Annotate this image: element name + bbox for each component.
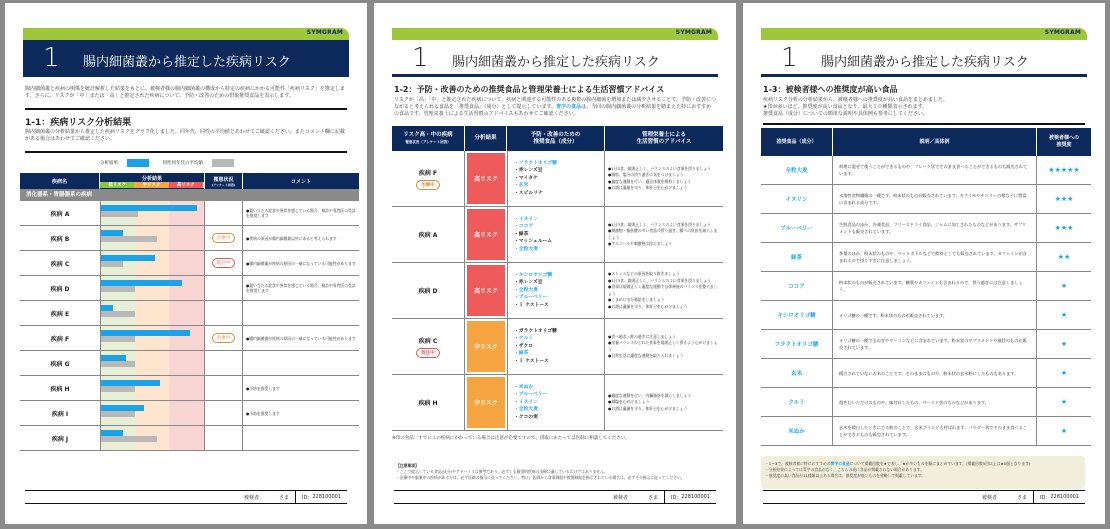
star-rating: ★	[1060, 427, 1068, 435]
chapter-title: 腸内細菌叢から推定した疾病リスク	[83, 55, 291, 70]
advice-item: ●食事は規則正しく適度な運動で自律神経のバランスを整えましょう	[608, 284, 718, 296]
caution-1: ・ここで提示している食品(成分)やアドバイスは参考であり、必ずしも個別的疾病の治療に適しているわけではありません。	[396, 469, 608, 474]
food-desc: 茶葉のほか、粉末状のものや、ペットボトルなどで飲料としても販売されています。カフェインが含まれるので摂りすぎに注意しましょう。	[833, 243, 1037, 271]
food-name: 玄米	[761, 359, 833, 387]
average-bar	[101, 261, 123, 267]
table-row	[392, 375, 723, 431]
table-row	[20, 301, 359, 326]
food-item: ・全粒大麦	[514, 246, 538, 252]
col-advice-label: 管理栄養士による	[641, 131, 686, 138]
table-row	[20, 251, 359, 276]
desc-3: 推奨食品（成分）についての簡単な説明や具体例も参考にしてください。	[763, 111, 928, 117]
food-desc: オリゴ糖の一種で玉ねぎやヤーコンなどに含まれています。粉末状のサプリメントや液状のものが販売されています。	[833, 330, 1037, 358]
table-row	[20, 351, 359, 376]
comment-cell	[243, 426, 359, 450]
disease-name: 疾病 F	[418, 169, 438, 177]
col-advice-label2: 生活習慣のアドバイス	[636, 138, 692, 145]
advice-item: ●適度な運動を行い、内臓脂肪を減らしましょう	[608, 392, 692, 398]
advice-item: ●1日3食、規則正しく、バランスのよい食事を摂りましょう	[608, 165, 711, 171]
col-rating-label2: 推奨度	[1056, 142, 1072, 148]
food-item: ・玄米	[514, 183, 529, 189]
col-status	[205, 173, 243, 189]
disease-name: 疾病 G	[50, 360, 70, 368]
risk-level: 高リスク	[467, 153, 505, 204]
food-desc: オリゴ糖の一種です。粉末状のものが販売されています。	[833, 301, 1037, 329]
food-name: ココア	[761, 272, 833, 300]
caution-2: ・治療中や服薬中の疾病がある方は、必ず医師の指示に従ってください。特に、医師から食事制限や飲酒制限を指示されている場合は、必ずその指示に従ってください。	[396, 475, 685, 480]
food-item: ・緑茶	[514, 231, 529, 237]
food-name: ブルーベリー	[761, 214, 833, 242]
average-bar	[101, 361, 135, 367]
desc-a: リスクが「高」「中」と推定された疾病について、疾病と関連する可能性のある複数の腸内細菌を増加または減少させることで、予防・改善につながると考えられる食品を「推奨食品」（成分）として提示しています。	[394, 97, 717, 110]
average-bar	[101, 436, 157, 442]
food-item: ・クルミ	[514, 336, 534, 342]
food-item: ・マッシュルーム	[514, 239, 553, 245]
status-cell	[205, 351, 243, 375]
average-bar	[101, 236, 157, 242]
notes-box	[761, 456, 1085, 489]
subject-id	[295, 491, 347, 503]
col-status-label: 罹患状況	[213, 176, 234, 183]
risk-table	[20, 173, 359, 451]
star-rating: ★★★★★	[1048, 166, 1080, 174]
id-value: 228100001	[681, 494, 710, 500]
food-item: ・赤レンズ豆	[514, 280, 543, 286]
food-item: ・緑茶	[514, 351, 529, 357]
band-mid: 中リスク	[134, 182, 168, 188]
food-item: ・マイタケ	[514, 175, 538, 181]
col-rating	[1037, 128, 1091, 156]
advice-item: ●アルコールや刺激物は控えましょう	[608, 241, 672, 246]
star-rating: ★	[1060, 340, 1068, 348]
food-item: ・ガラクトオリゴ糖	[514, 328, 557, 334]
star-rating: ★	[1060, 311, 1068, 319]
advice-item: ●1日3食、規則正しく、バランスのよい食事を摂りましょう	[608, 277, 711, 283]
comment-cell: ●腸内細菌叢が疾病の原因の一端になっている可能性があります	[246, 335, 356, 341]
table-row	[761, 301, 1091, 330]
disease-name: 疾病 E	[50, 310, 70, 318]
star-rating: ★	[1060, 398, 1068, 406]
advice-item: ●減塩を心がけましょう	[608, 399, 650, 405]
food-list	[507, 319, 605, 374]
desc-highlight: 青字の食品	[556, 104, 582, 110]
star-rating: ★★★	[1054, 195, 1074, 203]
food-name: キシロオリゴ糖	[761, 301, 833, 329]
star-rating: ★	[1060, 369, 1068, 377]
food-item: ・米ぬか	[514, 384, 534, 390]
food-desc: 殻をむいただけのものや、味付けしたもの、ペースト状のものなどがあります。	[833, 388, 1037, 416]
advice-list	[605, 375, 723, 430]
disease-name: 疾病 A	[50, 210, 70, 218]
advice-item: ●お酒は適量を守り、休肝日を心がけましょう	[608, 185, 688, 190]
food-name: イヌリン	[761, 185, 833, 213]
risk-level: 中リスク	[467, 321, 505, 372]
legend-result-label: 分析結果：	[100, 161, 123, 166]
risk-bar-cell	[100, 201, 205, 225]
section-title: 1-2：予防・改善のための推奨食品と管理栄養士による生活習慣アドバイス	[394, 85, 665, 94]
food-desc: 粉末状のものが販売されています。糖質やカフェインも含まれるので、摂り過ぎには注意しましょう。	[833, 272, 1037, 300]
food-desc: 生鮮食品のほか、冷凍食品、フリーズドライ食品、ジャムに加工されたものなどがあります。サプリメントも販売されています。	[833, 214, 1037, 242]
col-food-label2: 推奨食品（成分）	[533, 138, 578, 145]
status-cell	[205, 251, 243, 275]
disease-name: 疾病 B	[50, 235, 70, 243]
desc-1: 疾病リスク分析の分析結果から、被検者様への推奨度が高い食品をまとめました。	[763, 97, 948, 103]
average-bar	[101, 411, 135, 417]
advice-list	[605, 151, 723, 206]
disease-name: 疾病 A	[418, 232, 438, 239]
food-item: ・ブルーベリー	[514, 295, 548, 301]
risk-level: 高リスク	[467, 265, 505, 316]
table-row	[20, 326, 359, 351]
honorific: さま	[1017, 494, 1028, 501]
table-row	[761, 359, 1091, 388]
header-band	[392, 28, 718, 40]
food-item: ・イヌリン	[514, 399, 538, 405]
risk-bar-cell	[100, 251, 205, 275]
table-row	[392, 263, 723, 319]
food-desc: 精白されていないお米のことです。そのままのものや、粉末状の玄米粉にしたものもあります。	[833, 359, 1037, 387]
table-row	[761, 214, 1091, 243]
subject-label: 被検者	[613, 494, 629, 501]
risk-bar-cell	[100, 401, 205, 425]
food-name: 米ぬか	[761, 417, 833, 445]
table-row	[20, 401, 359, 426]
id-value: 228100001	[312, 494, 341, 500]
food-list	[507, 375, 605, 430]
status-cell	[205, 301, 243, 325]
food-name: クルミ	[761, 388, 833, 416]
disease-name: 疾病 D	[418, 288, 438, 295]
risk-bar-cell	[100, 426, 205, 450]
comment-cell: ●疑い当たる症状や異常を感じている場合、検診や専門医の受診を推奨します	[246, 208, 356, 218]
report-page-3	[743, 3, 1105, 524]
col-disease-label: リスク高・中の疾病	[403, 131, 453, 138]
comment-cell: ●疾病の原因が腸内細菌叢以外にあると考えられます	[246, 235, 337, 241]
disease-name: 疾病 H	[50, 385, 70, 393]
food-item: ・全粒大麦	[514, 287, 538, 293]
status-cell	[205, 401, 243, 425]
id-label: ID：	[1040, 494, 1051, 501]
section-desc: 腸内細菌叢の分析結果から推定した疾病リスクをグラフ化しました。同年代、同性の平均値とあわせてご確認ください。またコメント欄に記載がある場合はあわせてご確認ください。	[25, 129, 345, 142]
table-row	[392, 207, 723, 263]
page-footer	[394, 490, 716, 504]
advice-list	[605, 207, 723, 262]
report-page-2	[374, 3, 736, 524]
chapter-number: 1	[43, 43, 60, 73]
comment-cell: ●予防を推奨します	[246, 385, 280, 391]
brand-logo: SYMGRAM	[1044, 29, 1081, 36]
food-item: ・ミ ケストース	[514, 358, 549, 364]
col-name: 疾病名	[20, 173, 100, 189]
status-badge: 治療中	[212, 333, 236, 343]
disease-cell	[392, 151, 465, 206]
legend-avg-label: 同性同年代の平均値：	[162, 161, 208, 166]
food-desc: 料理に混ぜて使うことができるものや、フレーク状でそのまま食べることができるものも販売されています。	[833, 156, 1037, 184]
col-food: 推奨食品（成分）	[761, 128, 833, 156]
section-title: 1-1：疾病リスク分析結果	[25, 118, 132, 128]
col-disease	[392, 126, 465, 151]
food-item: ・ココア	[514, 224, 534, 230]
subject-id	[664, 491, 716, 503]
average-bar	[101, 336, 135, 342]
section-title: 1-3：被検者様への推奨度が高い食品	[763, 85, 898, 94]
desc-b: は、今回の腸内細菌叢の分析結果を踏まえた特におすすめの食品です。管理栄養士による生活習慣のアドバイスもあわせてご確認ください。	[394, 104, 712, 117]
id-label: ID：	[302, 494, 313, 501]
desc-2: ★印が多いほど、推奨度が高い食品となり、最大１０種類表示されます。	[763, 104, 928, 110]
header-band	[761, 28, 1087, 40]
chapter-title: 腸内細菌叢から推定した疾病リスク	[452, 55, 660, 70]
status-badge: 既往中	[416, 348, 440, 358]
advice-item: ●1日3食、規則正しく、バランスのよい食事を摂りましょう	[608, 221, 711, 227]
disease-cell	[392, 207, 465, 262]
disease-name: 疾病 C	[418, 337, 438, 345]
food-desc: 玄米を精白したときにでる粉のことで、玄米ブランとも呼ばれます。パウダー状でそのまま食べることができるものも販売されています。	[833, 417, 1037, 445]
disease-name: 疾病 I	[51, 410, 69, 418]
status-badge: 既往中	[212, 258, 236, 268]
honorific: さま	[279, 494, 290, 501]
food-name: フラクトオリゴ糖	[761, 330, 833, 358]
advice-table-header	[392, 126, 723, 151]
table-row	[20, 426, 359, 451]
status-cell	[205, 326, 243, 350]
status-cell	[205, 376, 243, 400]
intro-text: 腸内細菌叢と疾病の関係を統計解析した結果をもとに、被検者様の腸内細菌叢の構成から特定の疾病にかかる可能性「疾病リスク」を推定します。さらに、リスクが「中」または「高」と推定された疾病について、予防・改善のための摂取推奨食品を表示します。	[25, 86, 345, 99]
col-disease-sub: 罹患状況（アンケート回答）	[405, 139, 451, 144]
id-label: ID：	[671, 494, 682, 501]
food-name: 緑茶	[761, 243, 833, 271]
advice-item: ●刺激物・脂肪酸の多い食品の摂り過ぎ、腸への負担を減らしましょう	[608, 228, 718, 240]
chapter-header	[392, 40, 718, 77]
comment-cell: ●腸内細菌叢が疾病の原因の一端になっている可能性があります	[246, 260, 356, 266]
status-cell	[205, 226, 243, 250]
divider	[25, 151, 347, 153]
disease-name: 疾病 H	[418, 400, 438, 407]
comment-cell	[243, 351, 359, 375]
band-high: 高リスク	[169, 182, 203, 188]
disease-name: 疾病 C	[50, 260, 70, 268]
col-comment: コメント	[290, 178, 311, 185]
status-badge: 治療中	[416, 180, 440, 190]
foods-note: ※印の食品：すでにこの疾病にかかっている場合は注意が必要ですので、摂取にあたっては医師に相談してください。	[392, 436, 630, 441]
note-highlight: 青字の食品	[830, 461, 850, 466]
caution-title: 【注意事項】	[396, 463, 419, 468]
food-list	[507, 263, 605, 318]
comment-cell	[243, 301, 359, 325]
disease-cell	[392, 319, 465, 374]
advice-table	[392, 126, 723, 431]
star-rating: ★★	[1057, 253, 1071, 261]
food-name: 全粒大麦	[761, 156, 833, 184]
chapter-header	[761, 40, 1087, 77]
risk-bar-cell	[100, 301, 205, 325]
risk-bar-cell	[100, 276, 205, 300]
chapter-number: 1	[781, 43, 798, 73]
disease-name: 疾病 D	[50, 285, 70, 293]
risk-bar-cell	[100, 351, 205, 375]
food-item: ・キシロオリゴ糖	[514, 272, 553, 278]
risk-bar-cell	[100, 376, 205, 400]
food-list	[507, 207, 605, 262]
note-1b: について掲載回数を★で表し、★が多いものを順にまとめています。(掲載回数5回以上は★5個となります)	[849, 461, 1031, 466]
chapter-header	[23, 40, 349, 77]
col-food	[507, 126, 605, 151]
divider	[763, 123, 1085, 125]
advice-item: ●ストレスなどの原因を取り除きましょう	[608, 271, 680, 276]
legend-result-swatch	[127, 159, 149, 167]
risk-level: 中リスク	[467, 377, 505, 428]
advice-item: ●適度な運動を行い、適正体重を維持しましょう	[608, 178, 692, 184]
advice-item: ●脂肪、塩分の摂り過ぎに気をつけましょう	[608, 172, 684, 177]
advice-list	[605, 263, 723, 318]
advice-item: ●お酒は適量を守り、休肝日を心がけましょう	[608, 303, 688, 309]
col-result-label: 分析結果	[141, 175, 162, 182]
table-row	[761, 243, 1091, 272]
id-value: 228100001	[1050, 494, 1079, 500]
note-2: ・分析結果によっては青字の食品がなく、こちらの表に食品が掲載されない場合があります。	[765, 467, 925, 472]
col-food-label: 予防・改善のための	[530, 131, 581, 138]
food-item: ・イヌリン	[514, 216, 538, 222]
average-bar	[101, 311, 135, 317]
food-desc: 水溶性食物繊維の一種です。粉末状のものが販売されています。キクイモやチコリーの根などに豊富に含まれる成分です。	[833, 185, 1037, 213]
col-advice	[605, 126, 723, 151]
food-item: ・赤レンズ豆	[514, 168, 543, 174]
comment-cell: ●疑い当たる症状や異常を感じている場合、検診や専門医の受診を推奨します	[246, 283, 356, 293]
food-list	[507, 151, 605, 206]
table-row	[761, 388, 1091, 417]
advice-item: ●栄養バランスのとれた食事を規則正しく摂るよう心がけましょう	[608, 340, 718, 352]
advice-item: ●こまめに水分補給をしましょう	[608, 297, 665, 302]
caution-block	[396, 463, 685, 481]
table-row	[20, 201, 359, 226]
chapter-number: 1	[412, 43, 429, 73]
legend-avg-swatch	[212, 159, 234, 167]
disease-name: 疾病 J	[51, 435, 69, 443]
risk-bar-cell	[100, 226, 205, 250]
table-row	[20, 376, 359, 401]
subject-label: 被検者	[982, 494, 998, 501]
disease-cell	[392, 263, 465, 318]
advice-item: ●日常生活に適度な運動を取り入れましょう	[608, 353, 684, 358]
advice-item: ●お酒は適量を守り、休肝日を心がけましょう	[608, 405, 688, 411]
comment-cell: ●予防を推奨します	[246, 410, 280, 416]
star-rating: ★	[1060, 282, 1068, 290]
star-rating: ★★★	[1054, 224, 1074, 232]
food-item: ・ブルーベリー	[514, 392, 548, 398]
section-desc	[394, 97, 716, 118]
foods-table-header	[761, 128, 1091, 156]
chart-legend	[100, 159, 234, 167]
category-row: 消化器系・胃腸器系の疾病	[20, 189, 359, 201]
col-status-sub: (アンケート回答)	[211, 182, 236, 187]
disease-cell	[392, 375, 465, 430]
risk-bar-cell	[100, 326, 205, 350]
chapter-title: 腸内細菌叢から推定した疾病リスク	[821, 55, 1029, 70]
advice-item: ●食べ過ぎ・飲み過ぎに注意しましょう	[608, 333, 676, 339]
table-row	[761, 156, 1091, 185]
section-desc	[763, 97, 1085, 118]
status-badge: 治療中	[212, 233, 236, 243]
average-bar	[101, 386, 135, 392]
table-row	[20, 276, 359, 301]
average-bar	[101, 211, 138, 217]
risk-level: 高リスク	[467, 209, 505, 260]
average-bar	[101, 286, 135, 292]
table-row	[761, 330, 1091, 359]
advice-list	[605, 319, 723, 374]
food-item: ・ミ ケストース	[514, 302, 549, 308]
food-item: ・全粒大麦	[514, 407, 538, 413]
col-result	[100, 173, 205, 189]
disease-name: 疾病 F	[50, 335, 70, 343]
food-item: ・フラクトオリゴ糖	[514, 160, 557, 166]
col-rating-label: 被検者様への	[1048, 135, 1079, 141]
page-footer	[763, 490, 1085, 504]
brand-logo: SYMGRAM	[675, 29, 712, 36]
recommended-foods-table	[761, 128, 1091, 446]
subject-label: 被検者	[244, 494, 260, 501]
table-row	[761, 185, 1091, 214]
status-cell	[205, 276, 243, 300]
band-low: 低リスク	[100, 182, 134, 188]
note-1a: ・1〜3で、被検者様に特におすすめの	[765, 461, 831, 466]
col-desc: 説明／具体例	[833, 128, 1037, 156]
table-row	[20, 226, 359, 251]
page-footer	[25, 490, 347, 504]
brand-logo: SYMGRAM	[306, 29, 343, 36]
report-page-1	[5, 3, 367, 524]
status-cell	[205, 201, 243, 225]
subject-id	[1033, 491, 1085, 503]
table-row	[392, 151, 723, 207]
note-3: ・推奨度の高い食品が11種類以上ある場合は、推奨度が低いものを省略して掲載しています。	[765, 473, 926, 478]
table-row	[392, 319, 723, 375]
honorific: さま	[648, 494, 659, 501]
divider	[25, 108, 347, 110]
food-item: ・クコの実	[514, 414, 538, 420]
status-cell	[205, 426, 243, 450]
risk-table-header	[20, 173, 359, 189]
table-row	[761, 417, 1091, 446]
table-row	[761, 272, 1091, 301]
food-item: ・スピルリナ	[514, 190, 543, 196]
food-item: ・ザクロ	[514, 343, 533, 349]
col-result: 分析結果	[465, 126, 507, 151]
header-band	[23, 28, 349, 40]
